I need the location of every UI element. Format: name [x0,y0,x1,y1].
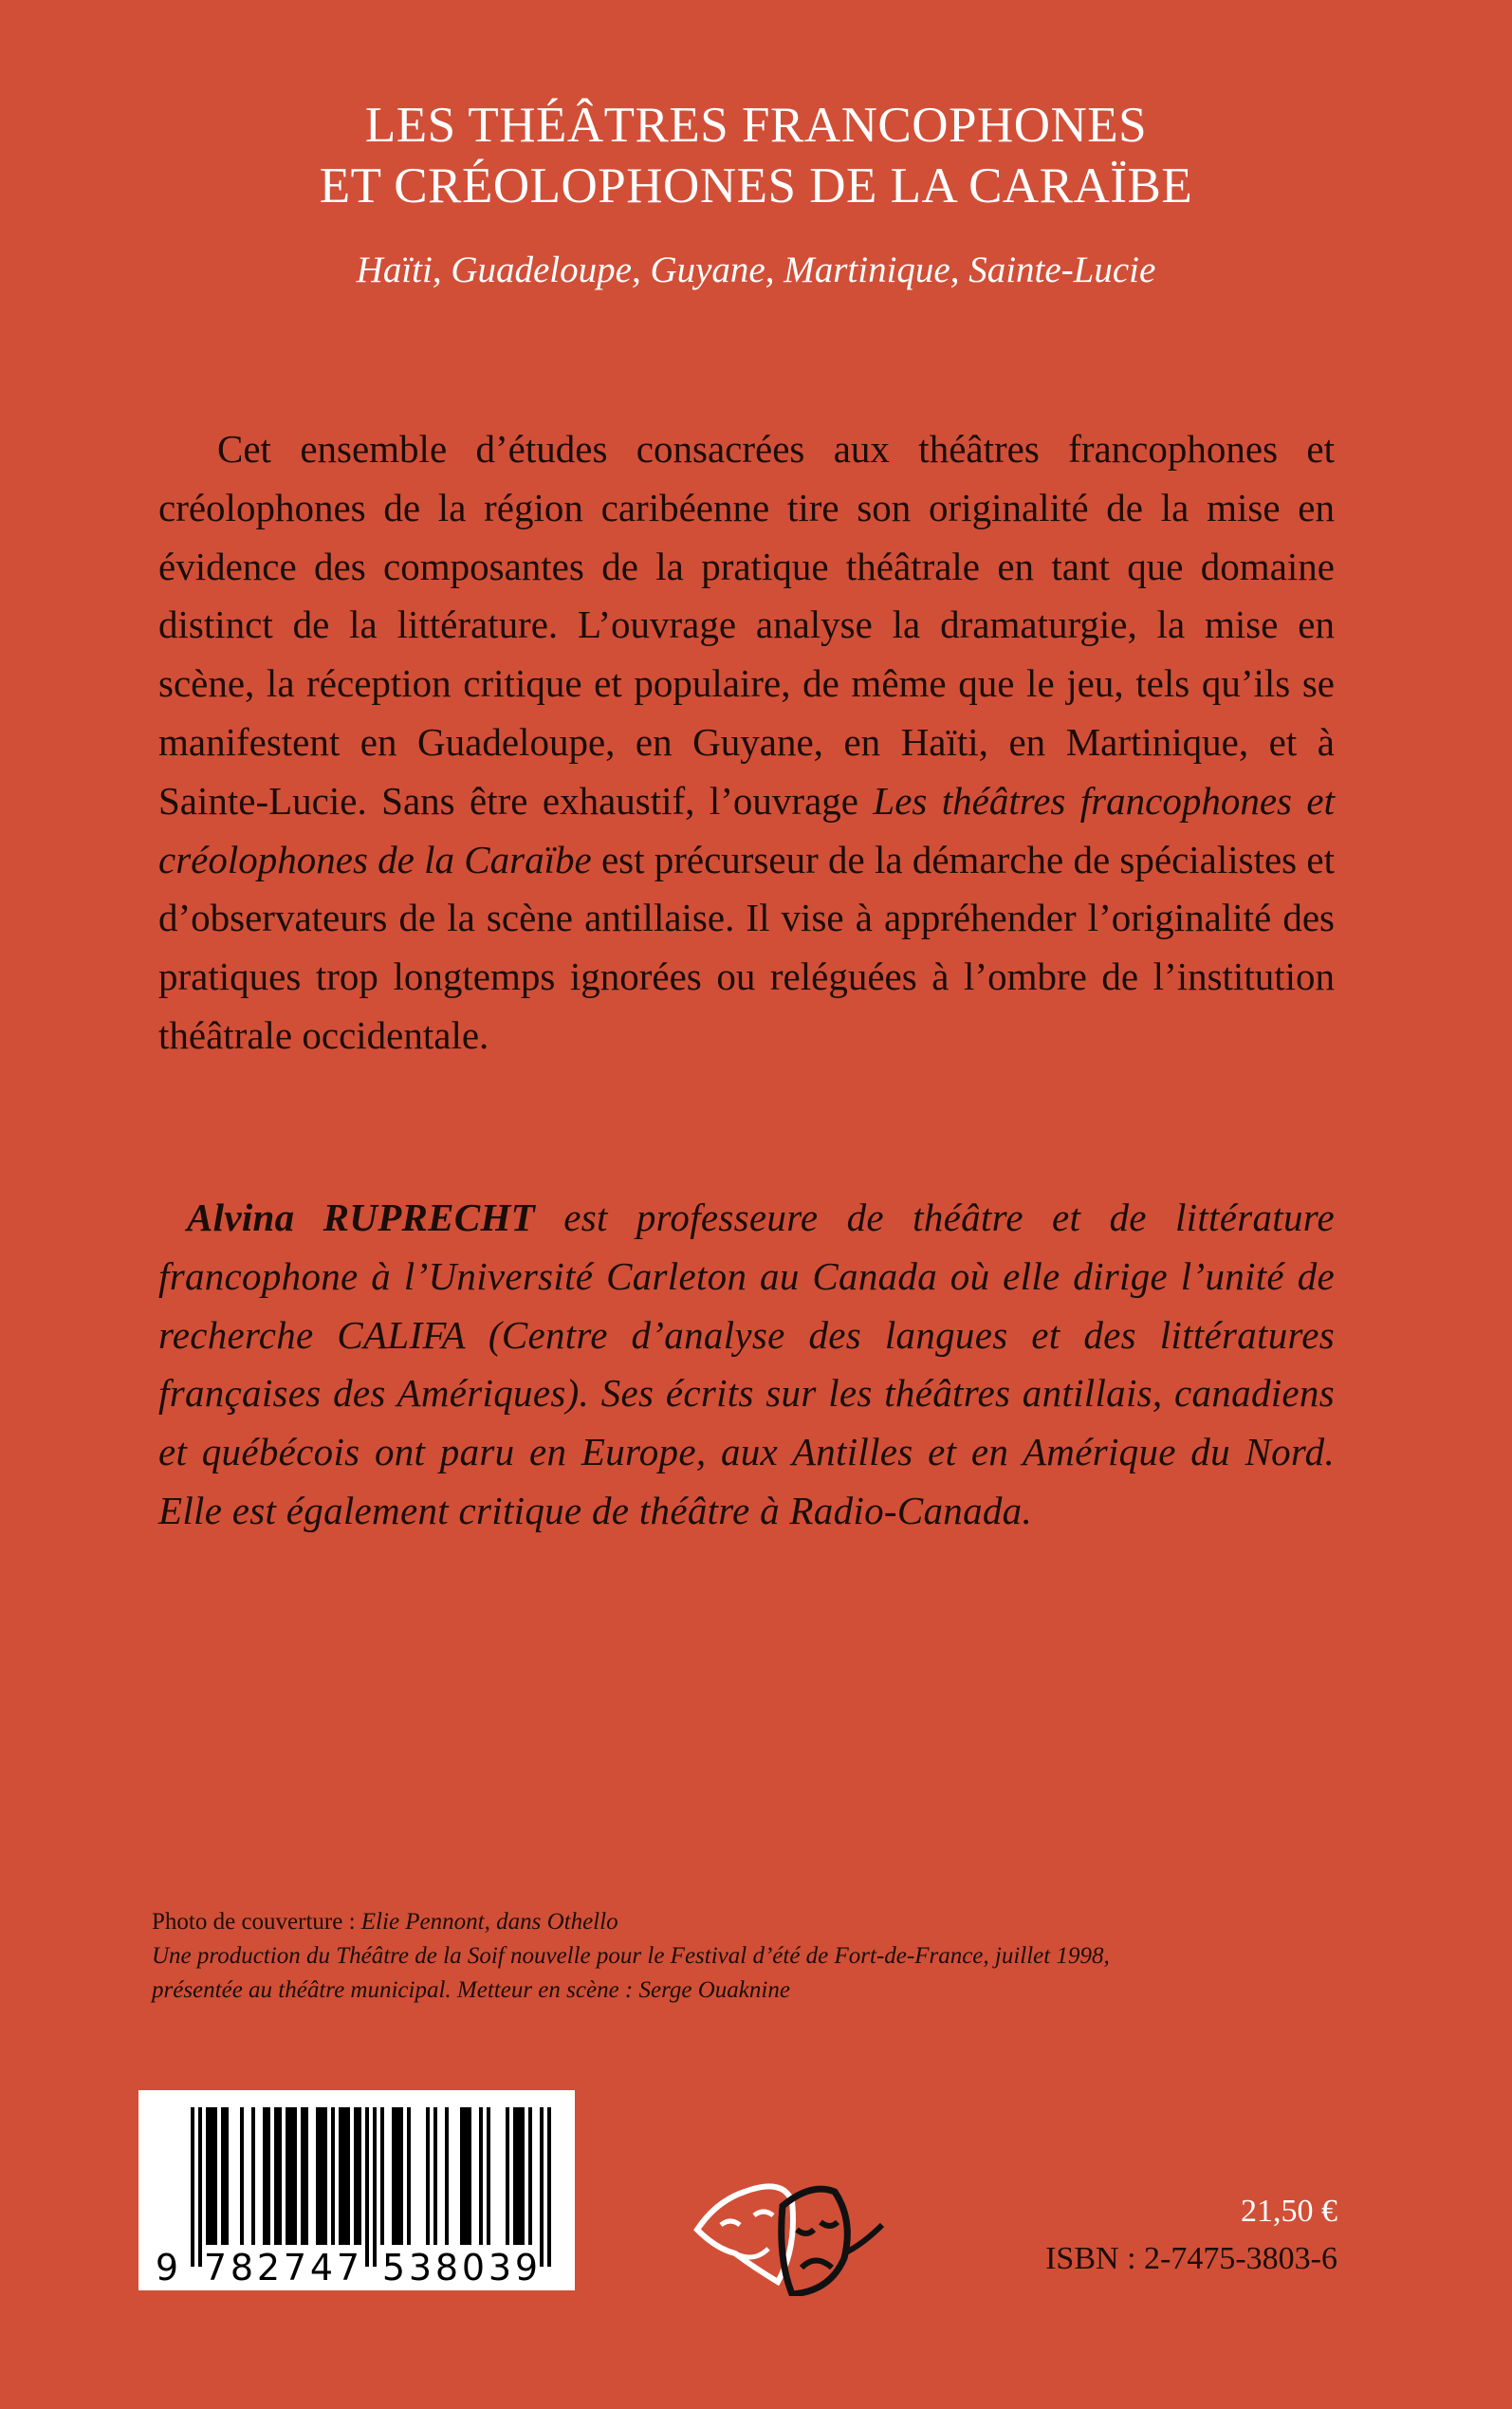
barcode-bar [399,2107,403,2245]
barcode-digit: 4 [309,2247,334,2289]
barcode-digit: 8 [230,2247,254,2289]
barcode-bar [517,2107,521,2245]
barcode-bar [521,2107,525,2245]
barcode-bar [342,2107,346,2245]
barcode-bar [464,2107,468,2245]
barcode-bar [278,2107,282,2245]
summary-paragraph [158,420,1335,1066]
barcode-bar [468,2107,471,2245]
barcode-digit: 0 [461,2247,486,2289]
barcode-bar [301,2107,304,2245]
barcode-bars [138,2090,575,2290]
barcode-bar [331,2107,335,2245]
barcode-bar [323,2107,327,2245]
barcode-bar [392,2107,396,2245]
photo-credits [152,1905,1110,2008]
barcode-bar [210,2107,213,2245]
author-bio-paragraph [158,1189,1335,1541]
book-title [0,95,1512,216]
barcode-bar [479,2107,483,2245]
subtitle: Haïti, Guadeloupe, Guyane, Martinique, Sainte-Lucie [356,250,1156,290]
barcode-bar [460,2107,464,2245]
barcode-digit: 3 [488,2247,512,2289]
barcode-bar [380,2107,384,2245]
barcode-bar [358,2107,361,2245]
title-line-1: LES THÉÂTRES FRANCOPHONES [364,98,1148,153]
barcode-digit: 9 [514,2247,539,2289]
barcode-bar [263,2107,267,2245]
barcode-bar [251,2107,255,2245]
barcode-digit: 7 [336,2247,360,2289]
barcode-bar [316,2107,320,2245]
barcode-bar [293,2107,297,2245]
barcode-bar [487,2107,490,2245]
barcode-bar [286,2107,289,2245]
barcode-digit: 7 [283,2247,307,2289]
barcode-bar [213,2107,217,2245]
author-bio: est professeure de théâtre et de littérature francophone à l’Université Carleton au Canada où elle dirige l’unité de recherche CALIFA (Centre d’analyse des langues et des littératures françaises des Amériques). Ses écrits sur les théâtres antillais, canadiens et québécois ont paru en Europe, aux Antilles et en Amérique du Nord. Elle est également critique de théâtre à Radio-Canada. [158,1195,1335,1532]
barcode-bar [225,2107,229,2245]
barcode-bar [506,2107,509,2245]
barcode-digit: 7 [203,2247,228,2289]
barcode-bar [407,2107,411,2245]
barcode-bar [354,2107,358,2245]
barcode-digit: 5 [381,2247,406,2289]
isbn: ISBN : 2-7475-3803-6 [1045,2241,1337,2276]
barcode-bar [346,2107,350,2245]
author-name: Alvina RUPRECHT [187,1195,536,1239]
price: 21,50 € [1241,2194,1337,2229]
barcode-bar [433,2107,437,2245]
barcode-bar [206,2107,210,2245]
barcode-bar [373,2107,377,2267]
credits-label: Photo de couverture : [152,1909,361,1935]
title-line-2: ET CRÉOLOPHONES DE LA CARAÏBE [319,158,1193,213]
barcode-bar [426,2107,430,2245]
barcode-bar [240,2107,244,2245]
barcode-bar [267,2107,270,2245]
barcode-bar [320,2107,323,2245]
barcode-bar [339,2107,342,2245]
summary-text-start: Cet ensemble d’études consacrées aux théâtres francophones et créolophones de la région caribéenne tire son originalité de la mise en évidence des composantes de la pratique théâtrale en tant que domaine distinct de la littérature. L’ouvrage analyse la dramaturgie, la mise en scène, la réception critique et populaire, de même que le jeu, tels qu’ils se manifestent en Guadeloupe, en Guyane, en Haïti, en Martinique, et à Sainte-Lucie. Sans être exhaustif, l’ouvrage [158,427,1335,823]
barcode-bar [396,2107,399,2245]
barcode-bar [274,2107,278,2245]
barcode-bar [540,2107,544,2267]
theatre-masks-icon [678,2163,896,2296]
barcode-digit: 3 [408,2247,433,2289]
barcode [138,2090,575,2290]
barcode-bar [445,2107,449,2245]
barcode-bar [513,2107,517,2245]
credits-photo: Elie Pennont, dans Othello [360,1909,618,1935]
credits-production: Une production du Théâtre de la Soif nouvelle pour le Festival d’été de Fort-de-France, juillet 1998, [152,1943,1110,1969]
summary-book-title: Les théâtres francophones et créolophones de la Caraïbe [158,778,1335,881]
barcode-bar [198,2107,202,2267]
barcode-digit: 9 [155,2247,179,2289]
barcode-bar [191,2107,194,2267]
summary-text-end: est précurseur de la démarche de spécialistes et d’observateurs de la scène antillaise. Il vise à appréhender l’originalité des pratiques trop longtemps ignorées ou reléguées à l’ombre de l’institution théâtrale occidentale. [158,837,1335,1057]
barcode-digit: 8 [434,2247,459,2289]
barcode-bar [221,2107,225,2245]
barcode-bar [528,2107,532,2245]
barcode-bar [289,2107,293,2245]
barcode-digit: 2 [256,2247,281,2289]
barcode-bar [547,2107,551,2267]
credits-staging: présentée au théâtre municipal. Metteur en scène : Serge Ouaknine [152,1977,790,2003]
barcode-bar [365,2107,369,2267]
barcode-bar [304,2107,308,2245]
